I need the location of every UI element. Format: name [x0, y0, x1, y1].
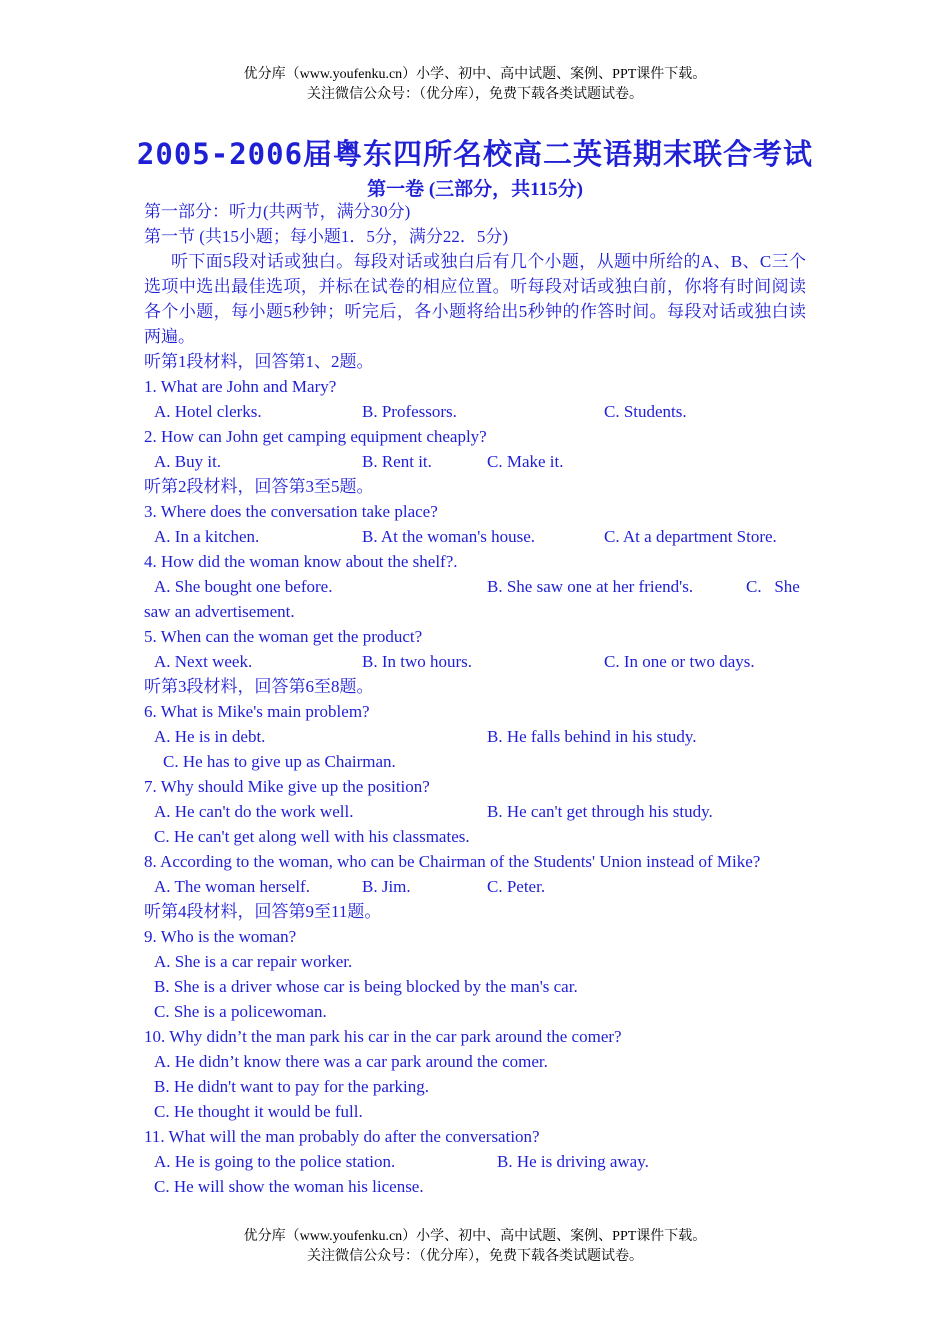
question-7-options	[144, 799, 806, 824]
exam-subtitle: 第一卷 (三部分，共115分)	[367, 179, 583, 200]
question-3-options	[144, 524, 806, 549]
question-3-stem: 3. Where does the conversation take place?	[144, 502, 438, 521]
footer-line-2: 关注微信公众号：（优分库），免费下载各类试题试卷。	[307, 1249, 643, 1264]
option-b: B. She is a driver whose car is being blocked by the man's car.	[154, 977, 578, 996]
question-11-stem: 11. What will the man probably do after the conversation?	[144, 1127, 540, 1146]
question-9-option-a-row	[144, 949, 806, 974]
question-6-option-c-row	[144, 749, 806, 774]
option-b: B. In two hours.	[362, 652, 473, 671]
option-a: A. He didn’t know there was a car park around the comer.	[154, 1052, 548, 1071]
question-11-option-c-row	[144, 1174, 806, 1199]
question-6-options	[144, 724, 806, 749]
question-10-option-a-row	[144, 1049, 806, 1074]
option-c: C. Peter.	[487, 877, 546, 896]
option-a: A. He is going to the police station.	[154, 1152, 396, 1171]
question-5-options	[144, 649, 806, 674]
question-1-options	[144, 399, 806, 424]
question-9-option-c-row	[144, 999, 806, 1024]
segment-heading-2: 听第2段材料，回答第3至5题。	[144, 477, 374, 496]
question-4-options	[144, 574, 806, 599]
option-b: B. He didn't want to pay for the parking.	[154, 1077, 430, 1096]
option-c: C. At a department Store.	[604, 527, 777, 546]
option-c: C. She	[746, 577, 800, 596]
segment-heading-4: 听第4段材料，回答第9至11题。	[144, 902, 382, 921]
option-c: C. Make it.	[487, 452, 564, 471]
header-line-2: 关注微信公众号：（优分库），免费下载各类试题试卷。	[307, 87, 643, 102]
option-b: B. He falls behind in his study.	[487, 727, 697, 746]
question-1-stem: 1. What are John and Mary?	[144, 377, 337, 396]
question-10-option-c-row	[144, 1099, 806, 1124]
exam-content	[144, 199, 806, 1199]
header-line-1: 优分库（www.youfenku.cn）小学、初中、高中试题、案例、PPT课件下载。	[243, 67, 707, 82]
option-b: B. He can't get through his study.	[487, 802, 713, 821]
option-a: A. In a kitchen.	[154, 527, 260, 546]
option-a: A. She is a car repair worker.	[154, 952, 353, 971]
segment-heading-1: 听第1段材料，回答第1、2题。	[144, 352, 374, 371]
exam-title: 2005-2006届粤东四所名校高二英语期末联合考试	[136, 137, 814, 171]
option-a: A. Buy it.	[154, 452, 222, 471]
option-c: C. He will show the woman his license.	[154, 1177, 424, 1196]
option-c: C. Students.	[604, 402, 687, 421]
option-b: B. Jim.	[362, 877, 411, 896]
option-a: A. The woman herself.	[154, 877, 310, 896]
option-b: B. Professors.	[362, 402, 457, 421]
question-9-option-b-row	[144, 974, 806, 999]
option-b: B. He is driving away.	[497, 1152, 649, 1171]
question-4-stem: 4. How did the woman know about the shelf?.	[144, 552, 458, 571]
question-10-stem: 10. Why didn’t the man park his car in the car park around the comer?	[144, 1027, 622, 1046]
question-4-option-c-continued: saw an advertisement.	[144, 602, 295, 621]
question-7-stem: 7. Why should Mike give up the position?	[144, 777, 430, 796]
option-a: A. Hotel clerks.	[154, 402, 262, 421]
question-8-options	[144, 874, 806, 899]
question-11-options	[144, 1149, 806, 1174]
instructions: 听下面5段对话或独白。每段对话或独白后有几个小题，从题中所给的A、B、C三个选项中选出最佳选项，并标在试卷的相应位置。听每段对话或独白前，你将有时间阅读各个小题，每小题5秒钟；听完后，各小题将给出5秒钟的作答时间。每段对话或独白读两遍。	[144, 252, 806, 346]
option-c: C. In one or two days.	[604, 652, 755, 671]
option-b: B. At the woman's house.	[362, 527, 536, 546]
footer-line-1: 优分库（www.youfenku.cn）小学、初中、高中试题、案例、PPT课件下载。	[243, 1229, 707, 1244]
option-a: A. She bought one before.	[154, 577, 333, 596]
option-c: C. He can't get along well with his classmates.	[154, 827, 470, 846]
section-heading: 第一节 (共15小题；每小题1．5分，满分22．5分)	[144, 227, 509, 246]
question-7-option-c-row	[144, 824, 806, 849]
question-10-option-b-row	[144, 1074, 806, 1099]
question-2-options	[144, 449, 806, 474]
option-a: A. Next week.	[154, 652, 253, 671]
option-c: C. He has to give up as Chairman.	[163, 752, 396, 771]
part-heading: 第一部分：听力(共两节，满分30分)	[144, 202, 411, 221]
question-8-stem: 8. According to the woman, who can be Chairman of the Students' Union instead of Mike?	[144, 852, 761, 871]
option-b: B. Rent it.	[362, 452, 432, 471]
option-c: C. He thought it would be full.	[154, 1102, 363, 1121]
question-9-stem: 9. Who is the woman?	[144, 927, 297, 946]
option-a: A. He is in debt.	[154, 727, 266, 746]
option-b: B. She saw one at her friend's.	[487, 577, 694, 596]
option-a: A. He can't do the work well.	[154, 802, 354, 821]
option-c: C. She is a policewoman.	[154, 1002, 327, 1021]
question-2-stem: 2. How can John get camping equipment cheaply?	[144, 427, 487, 446]
question-6-stem: 6. What is Mike's main problem?	[144, 702, 370, 721]
question-5-stem: 5. When can the woman get the product?	[144, 627, 423, 646]
segment-heading-3: 听第3段材料，回答第6至8题。	[144, 677, 374, 696]
